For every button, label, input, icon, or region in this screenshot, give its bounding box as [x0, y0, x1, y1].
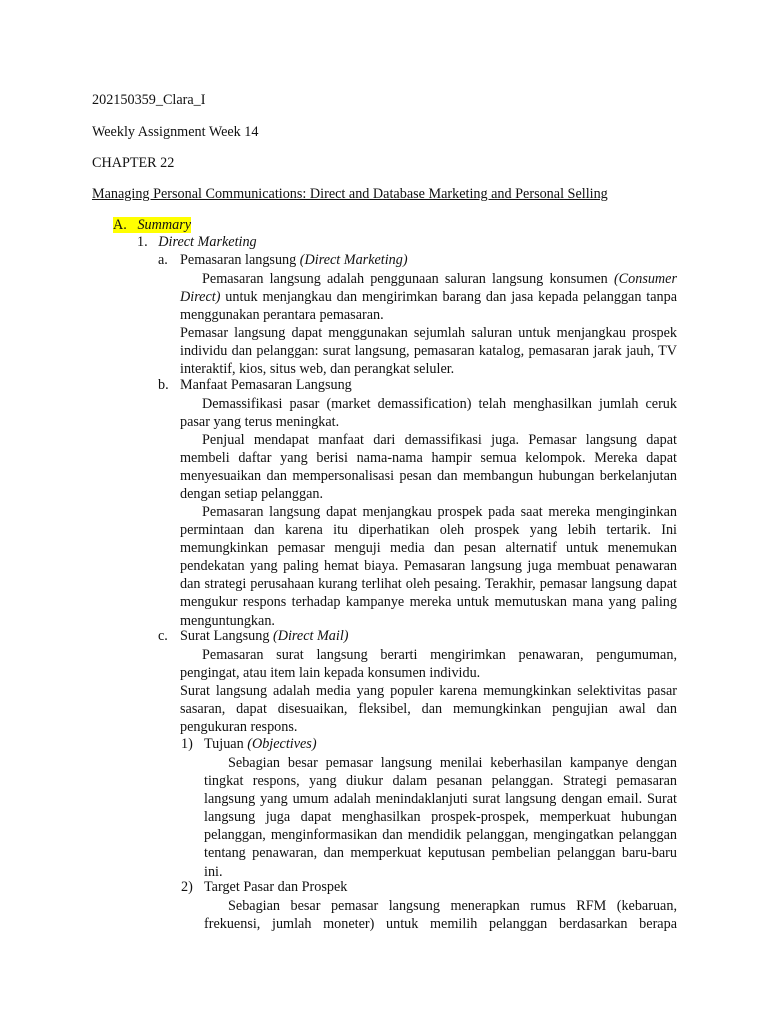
item-a-paragraph-1	[180, 270, 677, 324]
chapter-title: Managing Personal Communications: Direct and Database Marketing and Personal Selling	[92, 186, 608, 202]
item-1-heading	[137, 234, 257, 251]
item-c-marker: c.	[158, 628, 168, 644]
sub-1-title: Tujuan	[204, 736, 244, 752]
section-a-heading	[113, 217, 191, 234]
sub-1-paragraph-1: Sebagian besar pemasar langsung menilai keberhasilan kampanye dengan tingkat respons, yang diukur dalam pesanan pelanggan. Strategi pemasaran langsung yang umum adalah menindaklanjuti surat langsung dengan email. Surat langsung juga dapat menghasilkan prospek-prospek, memperkuat hubungan pelanggan, menginformasikan dan mendidik pelanggan, mengingatkan pelanggan tentang penawaran, dan memperkuat keputusan pembelian pelanggan baru-baru ini.	[204, 755, 677, 880]
item-c-paragraph-1: Pemasaran surat langsung berarti mengirimkan penawaran, pengumuman, pengingat, atau item lain kepada konsumen individu.	[180, 647, 677, 682]
item-c-title-en: (Direct Mail)	[273, 628, 349, 644]
sub-1-title-en: (Objectives)	[247, 736, 317, 752]
item-b-title: Manfaat Pemasaran Langsung	[180, 377, 352, 393]
item-b-paragraph-1: Demassifikasi pasar (market demassification) telah menghasilkan jumlah ceruk pasar yang terus meningkat.	[180, 396, 677, 431]
sub-1-heading	[204, 736, 317, 753]
item-b-paragraph-3: Pemasaran langsung dapat menjangkau prospek pada saat mereka menginginkan permintaan dan karena itu diperhatikan oleh prospek yang lebih tertarik. Ini memungkinkan pemasar menguji media dan pesan alternatif untuk menemukan pendekatan yang paling hemat biaya. Pemasaran langsung juga membuat penawaran dan strategi perusahaan kurang terlihat oleh pesaing. Terakhir, pemasar langsung dapat mengukur respons terhadap kampanye mereka untuk memutuskan mana yang paling menguntungkan.	[180, 504, 677, 629]
item-a-p1-pre: Pemasaran langsung adalah penggunaan saluran langsung konsumen	[202, 271, 608, 287]
item-c-paragraph-2: Surat langsung adalah media yang populer karena memungkinkan selektivitas pasar sasaran, dapat disesuaikan, fleksibel, dan memungkinkan pengujian awal dan pengukuran respons.	[180, 683, 677, 736]
item-a-p1-post: untuk menjangkau dan mengirimkan barang dan jasa kepada pelanggan tanpa menggunakan perantara pemasaran.	[180, 289, 677, 324]
assignment-title: Weekly Assignment Week 14	[92, 124, 259, 140]
sub-2-paragraph-1: Sebagian besar pemasar langsung menerapkan rumus RFM (kebaruan, frekuensi, jumlah moneter) untuk memilih pelanggan berdasarkan berapa	[204, 898, 677, 933]
student-id: 202150359_Clara_I	[92, 92, 206, 108]
section-a-title: Summary	[137, 217, 192, 233]
item-a-title: Pemasaran langsung	[180, 252, 297, 268]
item-c-heading	[180, 628, 349, 645]
item-a-marker: a.	[158, 252, 168, 268]
sub-1-marker: 1)	[181, 736, 193, 752]
item-1-title: Direct Marketing	[158, 234, 257, 250]
chapter-heading: CHAPTER 22	[92, 155, 175, 171]
item-a-title-en: (Direct Marketing)	[299, 252, 408, 268]
item-b-paragraph-2: Penjual mendapat manfaat dari demassifikasi juga. Pemasar langsung dapat membeli daftar yang berisi nama-nama hampir semua kelompok. Mereka dapat menyesuaikan dan mempersonalisasi pesan dan membangun hubungan berkelanjutan dengan setiap pelanggan.	[180, 432, 677, 503]
item-a-paragraph-2: Pemasar langsung dapat menggunakan sejumlah saluran untuk menjangkau prospek individu dan pelanggan: surat langsung, pemasaran katalog, pemasaran jarak jauh, TV interaktif, kios, situs web, dan perangkat seluler.	[180, 325, 677, 378]
item-a-p1-em: (Consumer Direct)	[180, 271, 677, 306]
sub-2-title: Target Pasar dan Prospek	[204, 879, 348, 895]
item-c-title: Surat Langsung	[180, 628, 270, 644]
section-a-marker: A.	[113, 217, 127, 233]
item-1-marker: 1.	[137, 234, 148, 250]
item-b-marker: b.	[158, 377, 169, 393]
sub-2-marker: 2)	[181, 879, 193, 895]
item-a-heading	[180, 252, 408, 269]
